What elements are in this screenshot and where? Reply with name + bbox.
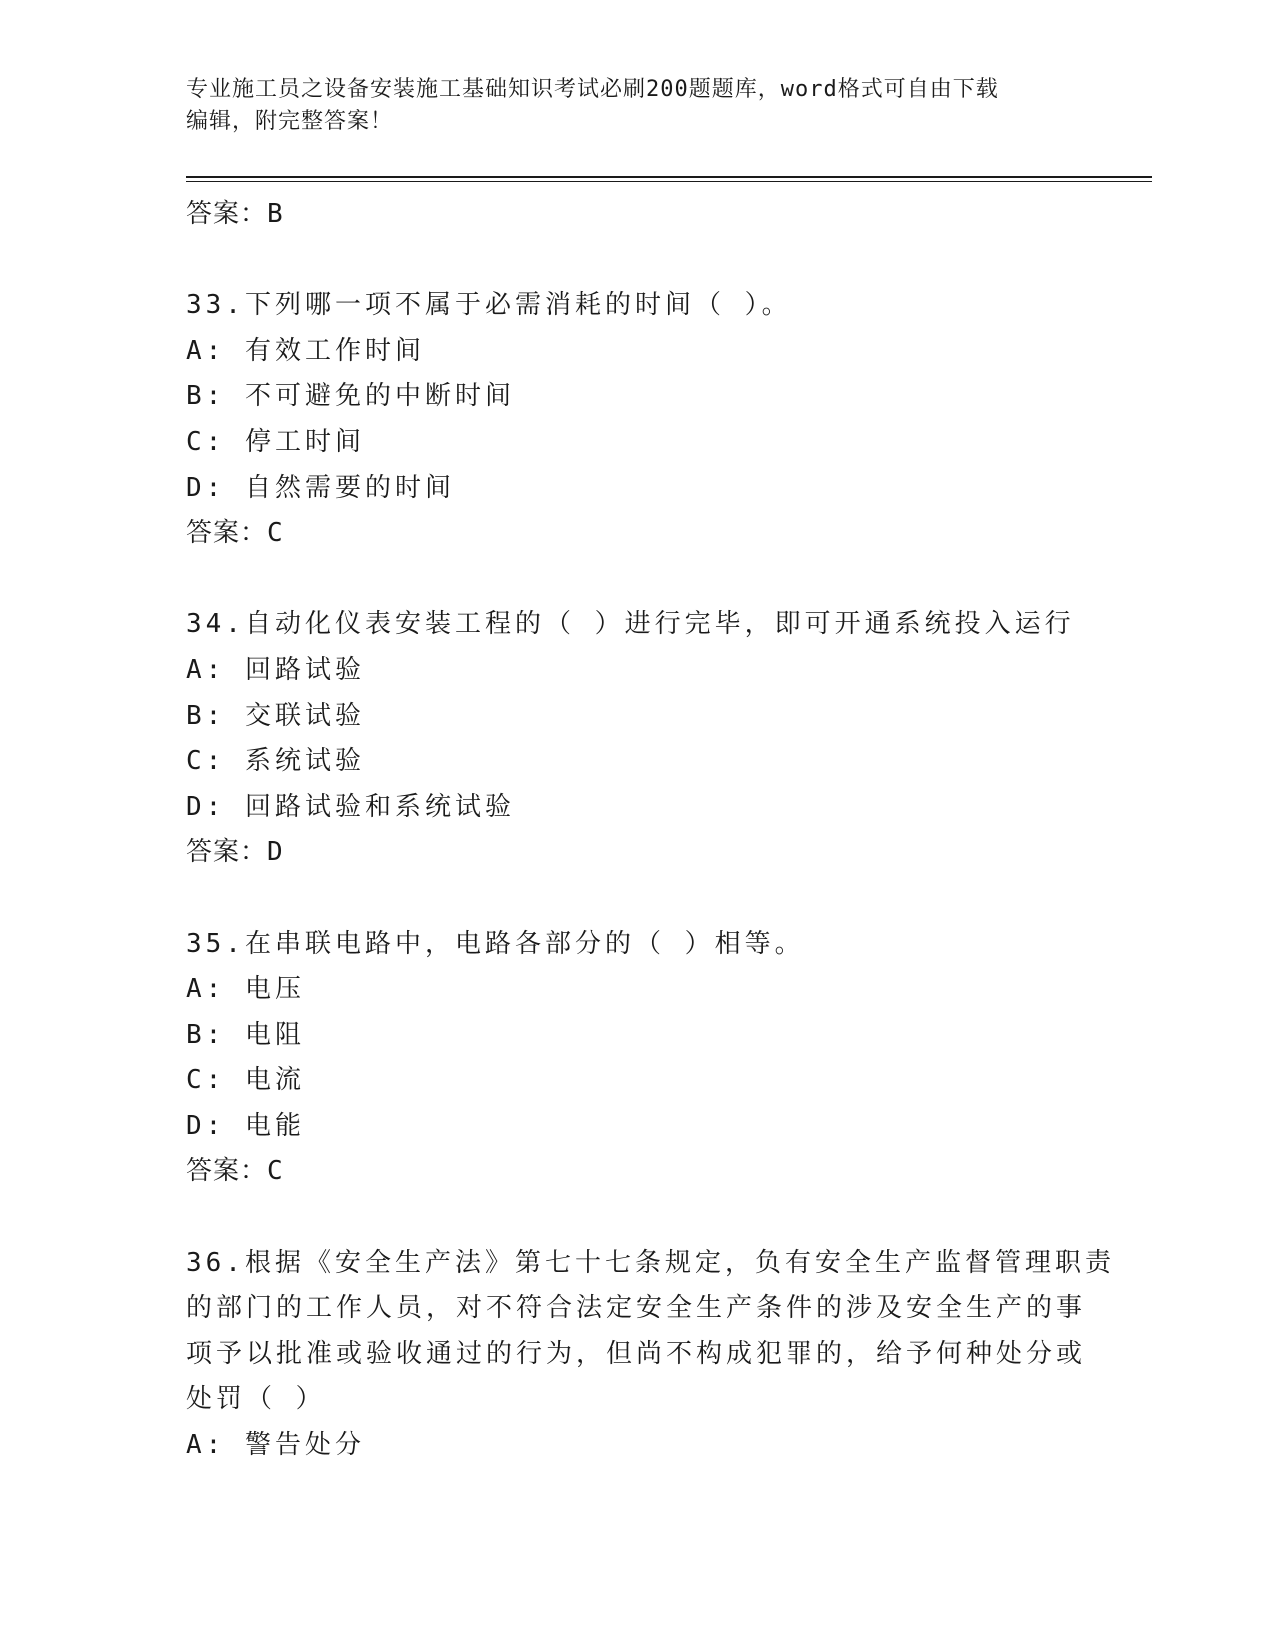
question-stem: 34.自动化仪表安装工程的（ ）进行完毕，即可开通系统投入运行 <box>186 609 1075 640</box>
question-stem-line: 处罚（ ） <box>186 1384 326 1415</box>
option-b: B: 电阻 <box>186 1019 305 1050</box>
header-rule-thick <box>186 176 1152 178</box>
header-line-2: 编辑，附完整答案！ <box>186 109 394 134</box>
option-a: A: 警告处分 <box>186 1430 365 1461</box>
option-c: C: 系统试验 <box>186 746 365 777</box>
option-a: A: 回路试验 <box>186 654 365 685</box>
option-a: A: 有效工作时间 <box>186 335 425 366</box>
question-stem-line: 项予以批准或验收通过的行为，但尚不构成犯罪的，给予何种处分或 <box>186 1338 1087 1369</box>
document-header <box>186 74 1066 138</box>
option-b: B: 不可避免的中断时间 <box>186 381 515 412</box>
question-block <box>186 283 1086 557</box>
option-b: B: 交联试验 <box>186 700 365 731</box>
question-list <box>186 192 1115 1469</box>
answer-line: 答案：C <box>186 518 284 549</box>
option-d: D: 自然需要的时间 <box>186 472 455 503</box>
option-c: C: 停工时间 <box>186 426 365 457</box>
question-stem: 35.在串联电路中，电路各部分的（ ）相等。 <box>186 928 805 959</box>
option-a: A: 电压 <box>186 974 305 1005</box>
question-stem-line: 36.根据《安全生产法》第七十七条规定，负有安全生产监督管理职责 <box>186 1247 1115 1278</box>
question-stem-line: 的部门的工作人员，对不符合法定安全生产条件的涉及安全生产的事 <box>186 1293 1087 1324</box>
option-c: C: 电流 <box>186 1065 305 1096</box>
question-block <box>186 602 1086 876</box>
header-line-1: 专业施工员之设备安装施工基础知识考试必刷200题题库，word格式可自由下载 <box>186 77 999 102</box>
question-stem: 33.下列哪一项不属于必需消耗的时间（ ）。 <box>186 290 792 321</box>
spacer <box>186 557 1086 603</box>
header-rule-thin <box>186 181 1152 182</box>
answer-line: 答案：C <box>186 1156 284 1187</box>
spacer <box>186 876 1086 922</box>
question-block <box>186 922 1086 1196</box>
option-d: D: 回路试验和系统试验 <box>186 791 515 822</box>
answer-line: 答案：D <box>186 837 284 868</box>
answer-line: 答案：B <box>186 199 284 229</box>
option-d: D: 电能 <box>186 1110 305 1141</box>
spacer <box>186 1195 1086 1241</box>
spacer <box>186 238 1086 284</box>
question-block <box>186 1241 1115 1469</box>
